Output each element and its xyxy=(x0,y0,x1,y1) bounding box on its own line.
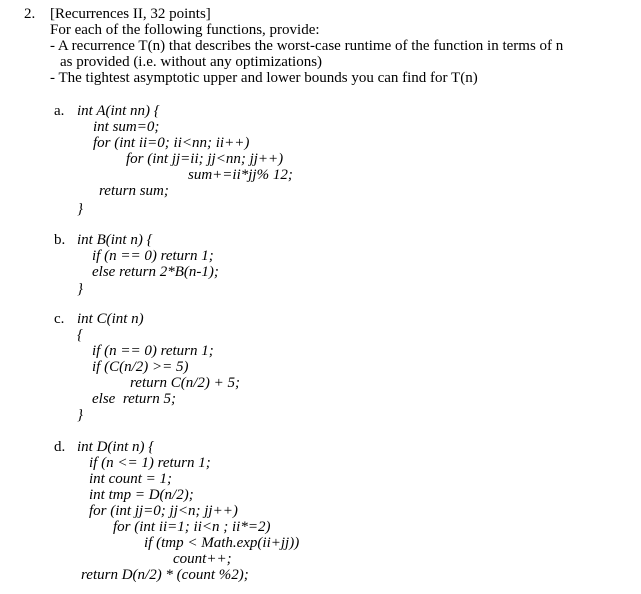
part-a-line-3: for (int ii=0; ii<nn; ii++) xyxy=(93,135,250,151)
part-a-line-7: } xyxy=(77,201,83,217)
part-a-line-2: int sum=0; xyxy=(93,119,160,135)
part-a-line-5: sum+=ii*jj% 12; xyxy=(188,167,293,183)
part-d-line-6: for (int ii=1; ii<n ; ii*=2) xyxy=(113,519,271,535)
part-d-line-9: return D(n/2) * (count %2); xyxy=(81,567,249,583)
part-a-line-4: for (int jj=ii; jj<nn; jj++) xyxy=(126,151,284,167)
question-number: 2. xyxy=(24,6,36,22)
part-c-line-7: } xyxy=(77,407,83,423)
part-d-line-2: if (n <= 1) return 1; xyxy=(89,455,211,471)
part-c-label: c. xyxy=(54,311,65,327)
part-b-line-1: int B(int n) { xyxy=(77,232,153,248)
requirement-1-line-1: - A recurrence T(n) that describes the worst-case runtime of the function in terms of n xyxy=(50,38,564,54)
part-b-line-3: else return 2*B(n-1); xyxy=(92,264,219,280)
question-title: [Recurrences II, 32 points] xyxy=(50,6,211,22)
part-a-line-1: int A(int nn) { xyxy=(77,103,160,119)
part-d-line-1: int D(int n) { xyxy=(77,439,155,455)
part-d-line-8: count++; xyxy=(173,551,232,567)
part-c-line-4: if (C(n/2) >= 5) xyxy=(92,359,189,375)
part-c-line-2: { xyxy=(77,327,83,343)
part-d-line-4: int tmp = D(n/2); xyxy=(89,487,194,503)
part-b-line-2: if (n == 0) return 1; xyxy=(92,248,214,264)
part-a-line-6: return sum; xyxy=(99,183,169,199)
part-b-label: b. xyxy=(54,232,66,248)
part-d-line-5: for (int jj=0; jj<n; jj++) xyxy=(89,503,238,519)
requirement-2: - The tightest asymptotic upper and lower bounds you can find for T(n) xyxy=(50,70,478,86)
part-b-line-4: } xyxy=(77,281,83,297)
part-c-line-5: return C(n/2) + 5; xyxy=(130,375,240,391)
part-d-label: d. xyxy=(54,439,66,455)
part-a-label: a. xyxy=(54,103,65,119)
requirement-1-line-2: as provided (i.e. without any optimizations) xyxy=(60,54,323,70)
part-c-line-6: else return 5; xyxy=(92,391,177,407)
part-d-line-7: if (tmp < Math.exp(ii+jj)) xyxy=(144,535,300,551)
part-c-line-3: if (n == 0) return 1; xyxy=(92,343,214,359)
question-intro: For each of the following functions, provide: xyxy=(50,22,320,38)
part-d-line-3: int count = 1; xyxy=(89,471,173,487)
part-c-line-1: int C(int n) xyxy=(77,311,144,327)
